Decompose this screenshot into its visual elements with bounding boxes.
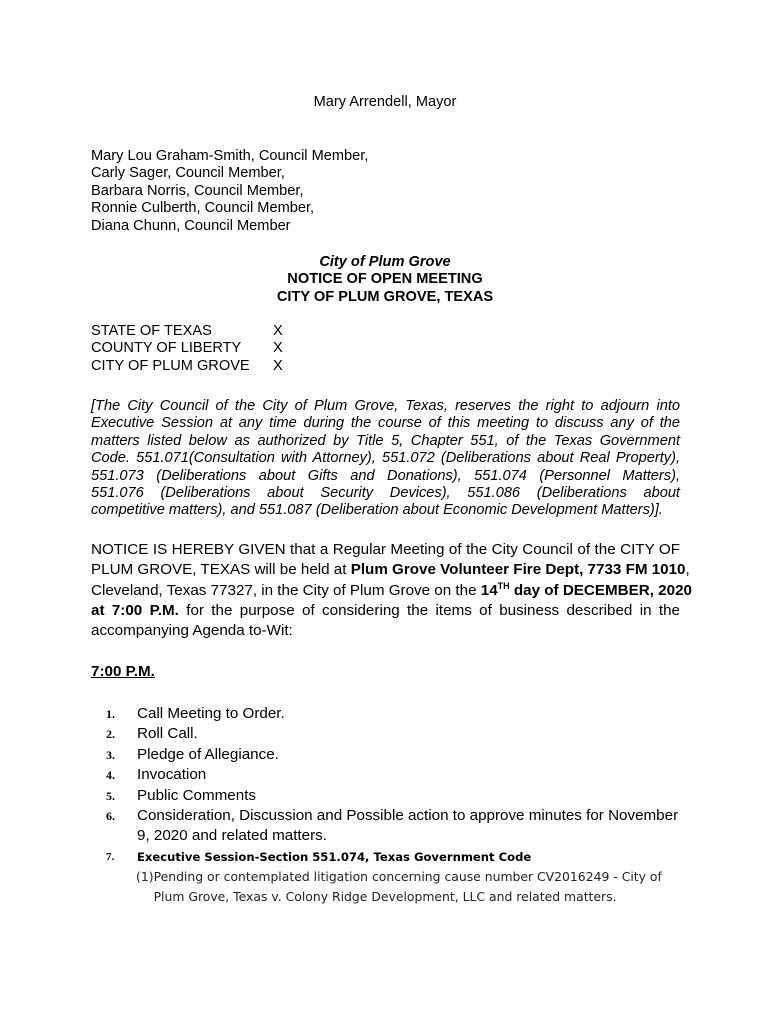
disclaimer-line: [The City Council of the City of Plum Grove, Texas, reserves the right to adjourn into [91, 398, 680, 414]
state-label: STATE OF TEXAS [91, 323, 212, 339]
meeting-date: 14TH day of DECEMBER, 2020 [480, 580, 692, 599]
state-row [91, 323, 283, 340]
state-mark: X [273, 340, 283, 357]
notice-heading [0, 254, 770, 306]
disclaimer-line: matters listed below as authorized by Title 5, Chapter 551, of the Texas Government [91, 432, 680, 449]
council-member: Diana Chunn, Council Member [91, 217, 291, 234]
state-label: CITY OF PLUM GROVE [91, 357, 250, 374]
agenda-subitems [136, 867, 696, 907]
meeting-notice [91, 540, 692, 641]
notice-line: accompanying Agenda to-Wit: [91, 622, 293, 640]
state-row [91, 340, 283, 357]
disclaimer-line: competitive matters), and 551.087 (Deliberation about Economic Development Matters)]. [91, 502, 663, 519]
mayor-line: Mary Arrendell, Mayor [313, 94, 457, 110]
city-name: City of Plum Grove [319, 254, 451, 270]
agenda-item: 6. Consideration, Discussion and Possible action to approve minutes for November 9, 2020 and related matters. [106, 807, 679, 845]
disclaimer-line: Executive Session at any time during the course of this meeting to discuss any of the [91, 415, 680, 432]
agenda-item: 3. Pledge of Allegiance. [106, 745, 279, 763]
disclaimer-line: Code. 551.071(Consultation with Attorney), 551.072 (Deliberations about Real Property), [91, 450, 680, 467]
notice-line: NOTICE IS HEREBY GIVEN that a Regular Meeting of the City Council of the CITY OF [91, 541, 680, 558]
agenda-item: 4. Invocation [106, 766, 207, 784]
meeting-location: Plum Grove Volunteer Fire Dept, 7733 FM 1010 [350, 561, 686, 579]
agenda-item: 5. Public Comments [106, 786, 257, 804]
council-member: Barbara Norris, Council Member, [91, 182, 304, 199]
time-heading: 7:00 P.M. [91, 663, 155, 680]
state-mark: X [273, 323, 283, 339]
agenda-item: 1. Call Meeting to Order. [106, 705, 285, 722]
notice-title: NOTICE OF OPEN MEETING [287, 271, 483, 288]
council-members [91, 148, 368, 235]
notice-line: PLUM GROVE, TEXAS will be held at Plum Grove Volunteer Fire Dept, 7733 FM 1010, [91, 561, 690, 579]
disclaimer-line: 551.073 (Deliberations about Gifts and Donations), 551.074 (Personnel Matters), [91, 467, 680, 484]
disclaimer-line: 551.076 (Deliberations about Security Devices), 551.086 (Deliberations about [91, 485, 680, 502]
agenda-list [106, 704, 686, 867]
executive-session-disclaimer [91, 398, 680, 520]
council-member: Mary Lou Graham-Smith, Council Member, [91, 148, 369, 164]
notice-line: Cleveland, Texas 77327, in the City of Plum Grove on the 14TH day of DECEMBER, 2020 [91, 580, 692, 599]
council-member: Carly Sager, Council Member, [91, 165, 285, 182]
agenda-subitem: (1) Pending or contemplated litigation concerning cause number CV2016249 - City of Plum Grove, Texas v. Colony Ridge Development, LLC and related matters. [136, 869, 662, 904]
notice-line: at 7:00 P.M. for the purpose of considering the items of business described in the [91, 601, 680, 619]
state-block [91, 323, 283, 375]
agenda-item: 7. Executive Session-Section 551.074, Texas Government Code [106, 849, 532, 864]
meeting-time: at 7:00 P.M. [91, 601, 179, 619]
state-label: COUNTY OF LIBERTY [91, 340, 242, 357]
jurisdiction-title: CITY OF PLUM GROVE, TEXAS [276, 288, 494, 305]
state-mark: X [273, 357, 283, 374]
agenda-item: 2. Roll Call. [106, 725, 198, 743]
council-member: Ronnie Culberth, Council Member, [91, 200, 315, 217]
state-row [91, 358, 283, 375]
